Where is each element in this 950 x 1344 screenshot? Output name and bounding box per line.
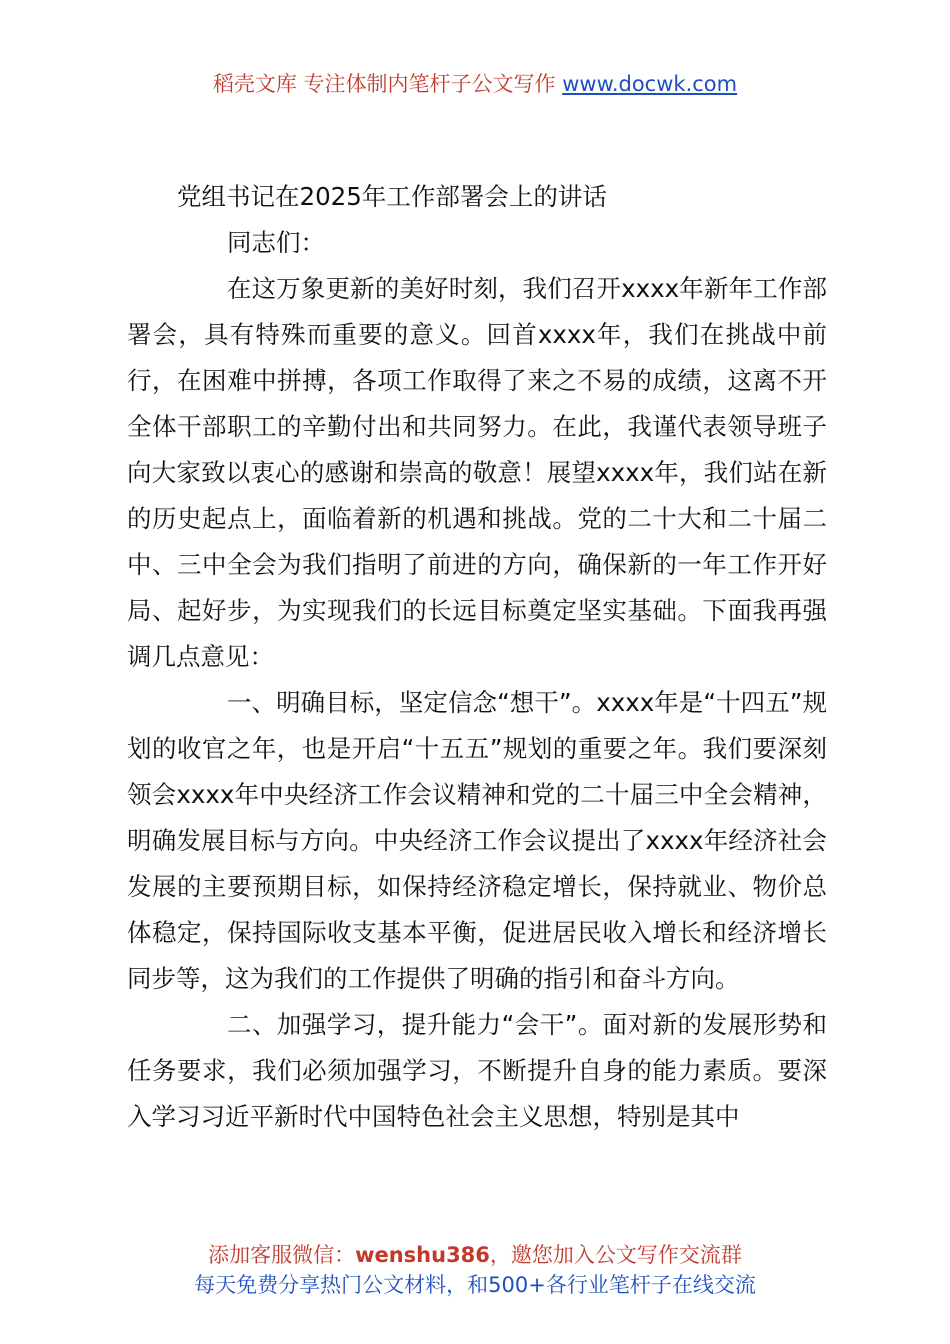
paragraph-intro: 在这万象更新的美好时刻，我们召开xxxx年新年工作部署会，具有特殊而重要的意义。回首xxxx年，我们在挑战中前行，在困难中拼搏，各项工作取得了来之不易的成绩，这离不开全体干部职工的辛勤付出和共同努力。在此，我谨代表领导班子向大家致以衷心的感谢和崇高的敬意！展望xxxx年，我们站在新的历史起点上，面临着新的机遇和挑战。党的二十大和二十届二中、三中全会为我们指明了前进的方向，确保新的一年工作开好局、起好步，为实现我们的长远目标奠定坚实基础。下面我再强调几点意见：: [127, 274, 827, 671]
page-header: [0, 70, 950, 98]
header-website-link[interactable]: www.docwk.com: [562, 72, 738, 96]
footer-contact-suffix: ，邀您加入公文写作交流群: [489, 1243, 742, 1267]
document-title: 党组书记在2025年工作部署会上的讲话: [177, 182, 607, 211]
footer-contact-prefix: 添加客服微信：: [208, 1243, 356, 1267]
header-brand-text: 稻壳文库 专注体制内笔杆子公文写作: [212, 72, 563, 96]
document-body: [127, 174, 827, 1140]
footer-promo-line: 每天免费分享热门公文材料，和500+各行业笔杆子在线交流: [194, 1273, 756, 1297]
footer-wechat-id: wenshu386: [355, 1243, 490, 1267]
salutation: 同志们：: [227, 228, 325, 257]
footer-contact-line: [0, 1240, 950, 1270]
paragraph-section-two: 二、加强学习，提升能力“会干”。面对新的发展形势和任务要求，我们必须加强学习，不断提升自身的能力素质。要深入学习习近平新时代中国特色社会主义思想，特别是其中: [127, 1010, 827, 1131]
paragraph-section-one: 一、明确目标，坚定信念“想干”。xxxx年是“十四五”规划的收官之年，也是开启“十五五”规划的重要之年。我们要深刻领会xxxx年中央经济工作会议精神和党的二十届三中全会精神，明确发展目标与方向。中央经济工作会议提出了xxxx年经济社会发展的主要预期目标，如保持经济稳定增长，保持就业、物价总体稳定，保持国际收支基本平衡，促进居民收入增长和经济增长同步等，这为我们的工作提供了明确的指引和奋斗方向。: [127, 688, 827, 993]
page-footer: [0, 1240, 950, 1300]
